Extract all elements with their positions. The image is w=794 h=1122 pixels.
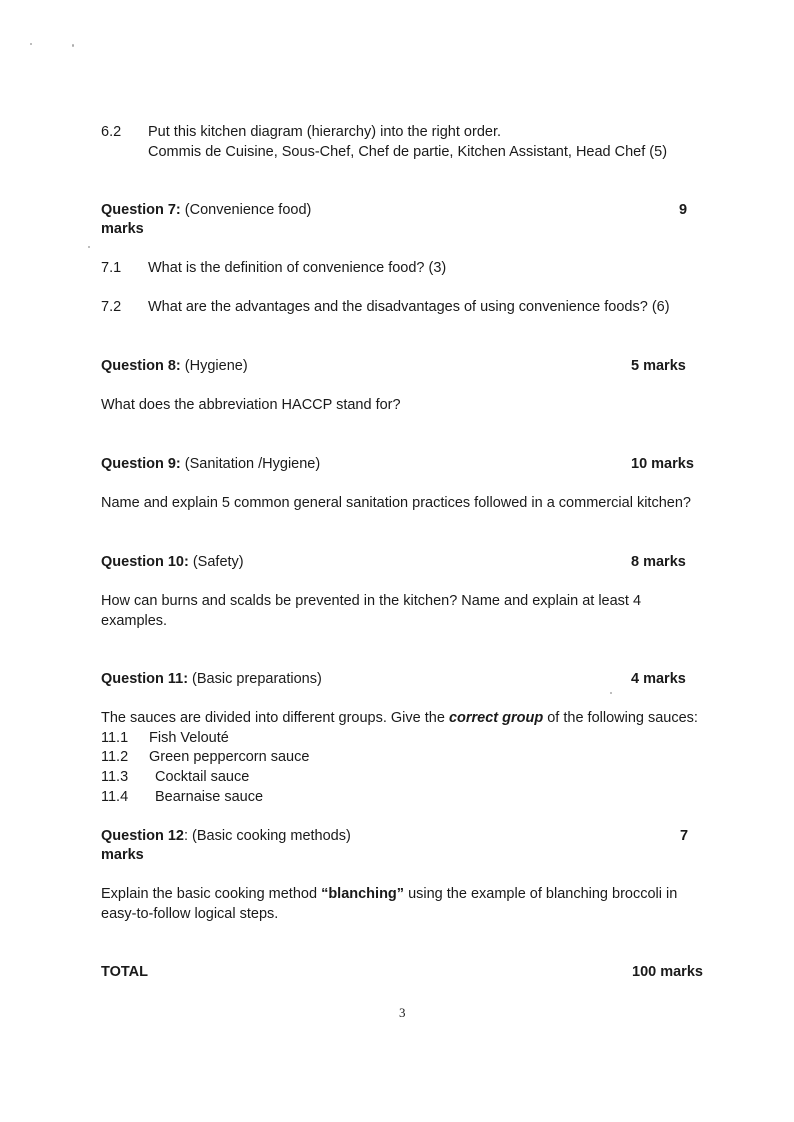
- q11-intro-start: The sauces are divided into different groups. Give the: [101, 710, 449, 726]
- total-marks: 100 marks: [632, 964, 703, 980]
- q7-2-number: 7.2: [101, 299, 122, 315]
- q7-1-number: 7.1: [101, 260, 122, 276]
- q9-heading: [101, 456, 320, 472]
- q7-1-text: What is the definition of convenience food? (3): [148, 260, 447, 276]
- q11-intro-end: of the following sauces:: [543, 710, 698, 726]
- scan-speck: [72, 44, 74, 47]
- q6-2-line2: Commis de Cuisine, Sous-Chef, Chef de partie, Kitchen Assistant, Head Chef (5): [148, 144, 668, 160]
- q7-heading: [101, 202, 311, 218]
- q11-topic: (Basic preparations): [188, 671, 322, 687]
- q11-2-number: 11.2: [101, 749, 129, 765]
- q12-body-line1: [101, 886, 677, 902]
- q10-heading: [101, 554, 244, 570]
- page-number: 3: [399, 1005, 406, 1020]
- q8-marks: 5 marks: [631, 358, 686, 374]
- q11-1-number: 11.1: [101, 730, 129, 746]
- q12-marks-number: 7: [680, 828, 689, 844]
- q12-topic: : (Basic cooking methods): [184, 828, 351, 844]
- q10-marks: 8 marks: [631, 554, 686, 570]
- q11-2-text: Green peppercorn sauce: [149, 749, 310, 765]
- q6-2-number: 6.2: [101, 124, 122, 140]
- scan-speck: [30, 43, 32, 45]
- q12-body-start: Explain the basic cooking method: [101, 886, 322, 902]
- q7-marks-number: 9: [679, 202, 688, 218]
- q12-body-line2: easy-to-follow logical steps.: [101, 906, 279, 922]
- scan-speck: [610, 692, 612, 694]
- q12-marks-word: marks: [101, 847, 144, 863]
- q12-body-end: using the example of blanching broccoli in: [404, 886, 678, 902]
- q10-body-line2: examples.: [101, 613, 168, 629]
- q9-body: Name and explain 5 common general sanitation practices followed in a commercial kitchen?: [101, 495, 691, 511]
- q11-1-text: Fish Velouté: [149, 730, 229, 746]
- q12-body-emphasis: “blanching”: [321, 886, 405, 902]
- q11-3-number: 11.3: [101, 769, 129, 785]
- scan-speck: [88, 246, 90, 248]
- q8-topic: (Hygiene): [180, 358, 248, 374]
- q11-label: Question 11:: [101, 671, 189, 687]
- q7-marks-word: marks: [101, 221, 144, 237]
- q7-label: Question 7:: [101, 202, 181, 218]
- q9-label: Question 9:: [101, 456, 181, 472]
- total-label: TOTAL: [101, 964, 148, 980]
- q7-2-text: What are the advantages and the disadvantages of using convenience foods? (6): [148, 299, 670, 315]
- q11-4-text: Bearnaise sauce: [155, 789, 264, 805]
- q9-topic: (Sanitation /Hygiene): [180, 456, 321, 472]
- q12-label: Question 12: [101, 828, 184, 844]
- q11-3-text: Cocktail sauce: [155, 769, 250, 785]
- q9-marks: 10 marks: [631, 456, 694, 472]
- q12-heading: [101, 828, 351, 844]
- q11-4-number: 11.4: [101, 789, 129, 805]
- q7-topic: (Convenience food): [180, 202, 312, 218]
- q8-label: Question 8:: [101, 358, 181, 374]
- q8-body: What does the abbreviation HACCP stand for?: [101, 397, 401, 413]
- q10-topic: (Safety): [188, 554, 244, 570]
- q10-body-line1: How can burns and scalds be prevented in the kitchen? Name and explain at least 4: [101, 593, 642, 609]
- q11-intro: [101, 710, 698, 726]
- q10-label: Question 10:: [101, 554, 189, 570]
- q11-marks: 4 marks: [631, 671, 686, 687]
- q6-2-line1: Put this kitchen diagram (hierarchy) into the right order.: [148, 124, 501, 140]
- q8-heading: [101, 358, 248, 374]
- q11-heading: [101, 671, 322, 687]
- q11-intro-emphasis: correct group: [448, 710, 544, 726]
